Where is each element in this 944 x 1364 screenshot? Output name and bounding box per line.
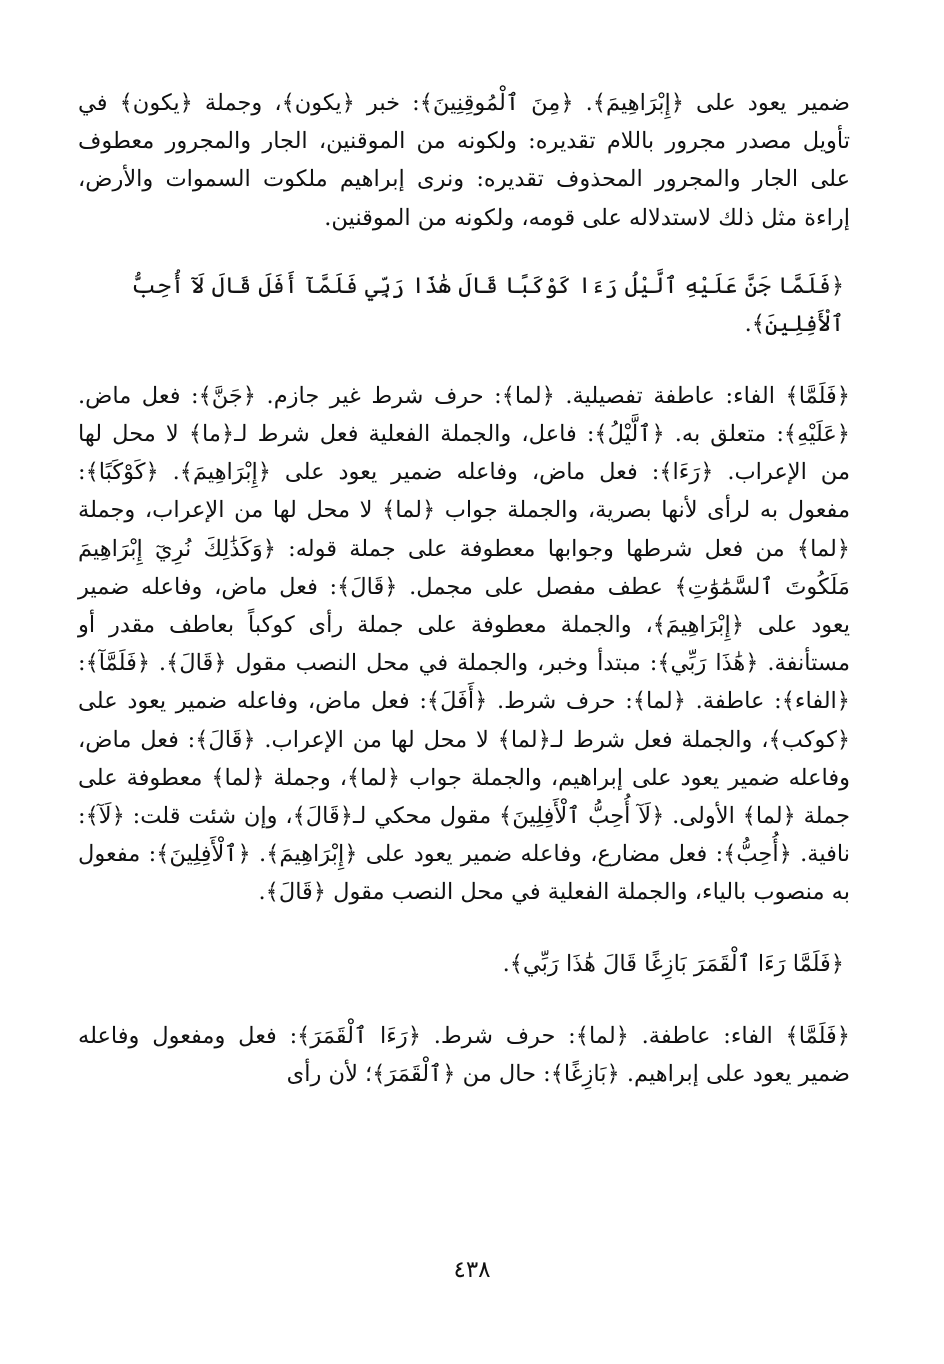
quran-verse-2: ﴿فَلَمَّا رَءَا ٱلْقَمَرَ بَازِغًا قَالَ هَٰذَا رَبِّي﴾. <box>502 950 844 977</box>
grammar-analysis-paragraph: ﴿فَلَمَّا﴾ الفاء: عاطفة تفصيلية. ﴿لما﴾: حرف شرط غير جازم. ﴿جَنَّ﴾: فعل ماض. ﴿عَلَيْهِ﴾: متعلق به. ﴿ٱلَّيْلُ﴾: فاعل، والجملة الفعلية فعل شرط لـ﴿ما﴾ لا محل لها من الإعراب. ﴿رَءَا﴾: فعل ماض، وفاعله ضمير يعود على ﴿إِبْرَاهِيمَ﴾. ﴿كَوْكَبًا﴾: مفعول به لرأى لأنها بصرية، والجملة جواب ﴿لما﴾ لا محل لها من الإعراب، وجملة ﴿لما﴾ من فعل شرطها وجوابها معطوفة على جملة قوله: ﴿وَكَذَٰلِكَ نُرِيٓ إِبْرَاهِيمَ مَلَكُوتَ ٱلسَّمَٰوَٰتِ﴾ عطف مفصل على مجمل. ﴿قَالَ﴾: فعل ماض، وفاعله ضمير يعود على ﴿إِبْرَاهِيمَ﴾، والجملة معطوفة على جملة رأى كوكباً بعاطف مقدر أو مستأنفة. ﴿هَٰذَا رَبِّي﴾: مبتدأ وخبر، والجملة في محل النصب مقول ﴿قَالَ﴾. ﴿فَلَمَّآ﴾: ﴿الفاء﴾: عاطفة. ﴿لما﴾: حرف شرط. ﴿أَفَلَ﴾: فعل ماض، وفاعله ضمير يعود على ﴿كوكب﴾، والجملة فعل شرط لـ﴿لما﴾ لا محل لها من الإعراب. ﴿قَالَ﴾: فعل ماض، وفاعله ضمير يعود على إبراهيم، والجملة جواب ﴿لما﴾، وجملة ﴿لما﴾ معطوفة على جملة ﴿لما﴾ الأولى. ﴿لَآ أُحِبُّ ٱلْأَفِلِينَ﴾ مقول محكي لـ﴿قَالَ﴾، وإن شئت قلت: ﴿لَآ﴾: نافية. ﴿أُحِبُّ﴾: فعل مضارع، وفاعله ضمير يعود على ﴿إِبْرَاهِيمَ﴾. ﴿ٱلْأَفِلِينَ﴾: مفعول به منصوب بالياء، والجملة الفعلية في محل النصب مقول ﴿قَالَ﴾. <box>78 382 850 906</box>
page-body <box>78 84 850 1093</box>
page-number: ٤٣٨ <box>453 1257 491 1283</box>
intro-paragraph: ضمير يعود على ﴿إِبْرَاهِيمَ﴾. ﴿مِنَ ٱلْمُوقِنِينَ﴾: خبر ﴿يكون﴾، وجملة ﴿يكون﴾ في تأويل مصدر مجرور باللام تقديره: ولكونه من الموقنين، الجار والمجرور معطوف على الجار والمجرور المحذوف تقديره: ونرى إبراهيم ملكوت السموات والأرض، إراءة مثل ذلك لاستدلاله على قومه، ولكونه من الموقنين. <box>78 90 850 231</box>
quran-verse: ﴿فَلَمَّا جَنَّ عَلَيْهِ ٱلَّيْلُ رَءَا كَوْكَبًا قَالَ هَٰذَا رَبِّي فَلَمَّآ أَفَلَ قَالَ لَآ أُحِبُّ ٱلْأَفِلِينَ﴾. <box>131 272 844 337</box>
grammar-analysis-paragraph-2: ﴿فَلَمَّا﴾ الفاء: عاطفة. ﴿لما﴾: حرف شرط. ﴿رَءَا ٱلْقَمَرَ﴾: فعل ومفعول وفاعله ضمير يعود على إبراهيم. ﴿بَازِغًا﴾: حال من ﴿ٱلْقَمَرَ﴾؛ لأن رأى <box>78 1022 850 1087</box>
